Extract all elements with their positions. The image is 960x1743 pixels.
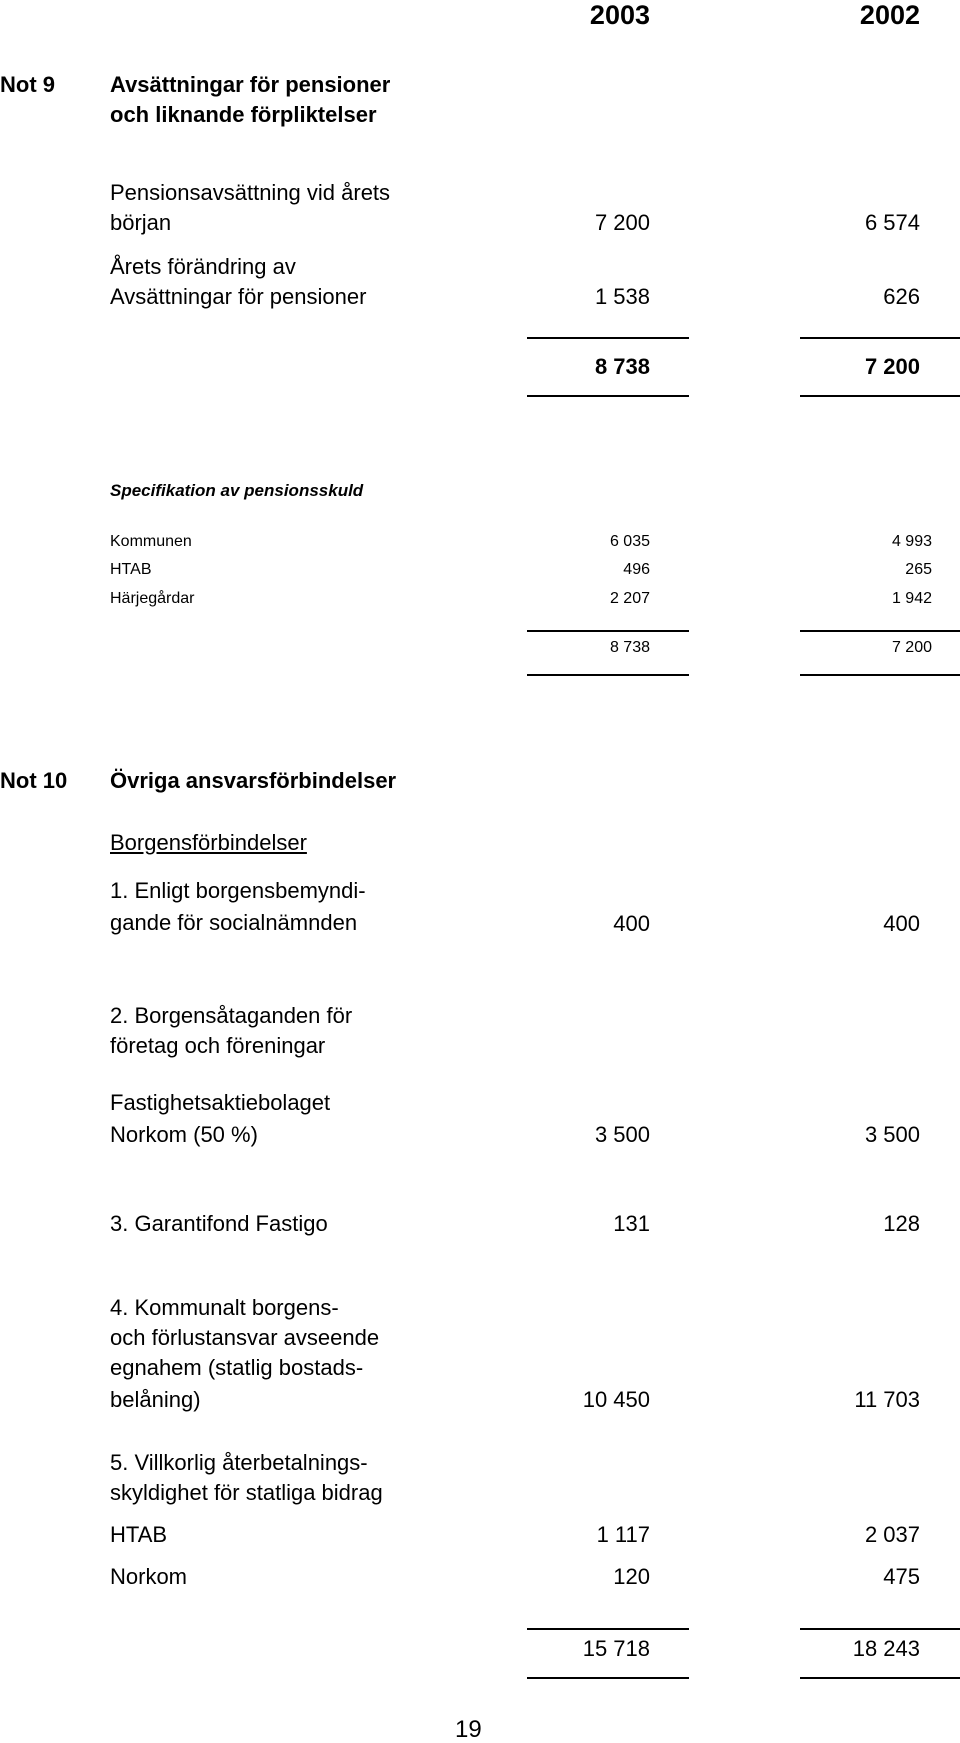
item2-current: 3 500 bbox=[594, 1122, 650, 1147]
item5-line1: 5. Villkorlig återbetalnings- bbox=[110, 1450, 368, 1475]
spec-row-label: Kommunen bbox=[110, 533, 192, 550]
note9-row1-previous: 6 574 bbox=[864, 210, 920, 235]
item2-previous: 3 500 bbox=[864, 1122, 920, 1147]
note9-label: Not 9 bbox=[0, 72, 55, 97]
spec-row-previous: 4 993 bbox=[891, 533, 932, 550]
spec-row-label: HTAB bbox=[110, 561, 152, 578]
note9-row1-current: 7 200 bbox=[594, 210, 650, 235]
note9-title-line1: Avsättningar för pensioner bbox=[110, 72, 391, 97]
note9-title-line2: och liknande förpliktelser bbox=[110, 102, 377, 127]
item5-line2: skyldighet för statliga bidrag bbox=[110, 1480, 383, 1505]
spec-row-label: Härjegårdar bbox=[110, 590, 195, 607]
note9-total-rule-bottom-current bbox=[527, 395, 689, 397]
item4-line2: och förlustansvar avseende bbox=[110, 1325, 380, 1350]
note10-total-rule-top-previous bbox=[800, 1628, 960, 1630]
item1-current: 400 bbox=[613, 911, 650, 936]
spec-row-current: 496 bbox=[623, 561, 650, 578]
spec-total-rule-bottom-current bbox=[527, 674, 689, 676]
item3-current: 131 bbox=[613, 1211, 650, 1236]
item2-line1: 2. Borgensåtaganden för bbox=[110, 1003, 353, 1028]
note10-total-rule-top-current bbox=[527, 1628, 689, 1630]
page-number: 19 bbox=[455, 1716, 482, 1743]
note9-total-rule-bottom-previous bbox=[800, 395, 960, 397]
note10-total-current: 15 718 bbox=[582, 1636, 650, 1661]
spec-total-previous: 7 200 bbox=[891, 639, 932, 656]
item5-row-current: 120 bbox=[613, 1564, 650, 1589]
item1-line1: 1. Enligt borgensbemyndi- bbox=[110, 878, 366, 903]
spec-row-previous: 1 942 bbox=[891, 590, 932, 607]
item2-line2: företag och föreningar bbox=[110, 1033, 326, 1058]
note9-total-previous: 7 200 bbox=[864, 354, 920, 379]
note10-label: Not 10 bbox=[0, 768, 68, 793]
note9-total-rule-top-current bbox=[527, 337, 689, 339]
item4-current: 10 450 bbox=[582, 1387, 650, 1412]
item5-row-previous: 475 bbox=[883, 1564, 920, 1589]
note10-total-previous: 18 243 bbox=[852, 1636, 920, 1661]
item4-line1: 4. Kommunalt borgens- bbox=[110, 1295, 339, 1320]
item5-row-label: HTAB bbox=[110, 1522, 168, 1547]
item5-row-previous: 2 037 bbox=[864, 1522, 920, 1547]
spec-total-rule-top-current bbox=[527, 630, 689, 632]
note9-total-current: 8 738 bbox=[594, 354, 650, 379]
note9-row2-label-line1: Årets förändring av bbox=[110, 254, 296, 279]
item1-previous: 400 bbox=[883, 911, 920, 936]
item2-sub-line2: Norkom (50 %) bbox=[110, 1122, 258, 1147]
note9-row2-current: 1 538 bbox=[594, 284, 650, 309]
note9-row2-previous: 626 bbox=[883, 284, 920, 309]
note9-row2-label-line2: Avsättningar för pensioner bbox=[110, 284, 367, 309]
note10-title: Övriga ansvarsförbindelser bbox=[110, 768, 397, 793]
note10-subheading: Borgensförbindelser bbox=[110, 830, 307, 855]
item3-label: 3. Garantifond Fastigo bbox=[110, 1211, 328, 1236]
year-previous-header: 2002 bbox=[859, 0, 920, 30]
note10-total-rule-bottom-previous bbox=[800, 1677, 960, 1679]
spec-total-current: 8 738 bbox=[609, 639, 650, 656]
item1-line2: gande för socialnämnden bbox=[110, 910, 358, 935]
item3-previous: 128 bbox=[883, 1211, 920, 1236]
spec-row-current: 2 207 bbox=[609, 590, 650, 607]
note9-total-rule-top-previous bbox=[800, 337, 960, 339]
note9-row1-label-line2: början bbox=[110, 210, 172, 235]
year-current-header: 2003 bbox=[589, 0, 650, 30]
spec-row-current: 6 035 bbox=[609, 533, 650, 550]
spec-total-rule-bottom-previous bbox=[800, 674, 960, 676]
note9-row1-label-line1: Pensionsavsättning vid årets bbox=[110, 180, 391, 205]
item4-line3: egnahem (statlig bostads- bbox=[110, 1355, 364, 1380]
item5-row-label: Norkom bbox=[110, 1564, 188, 1589]
item4-line4: belåning) bbox=[110, 1387, 201, 1412]
spec-title: Specifikation av pensionsskuld bbox=[110, 481, 364, 500]
spec-row-previous: 265 bbox=[905, 561, 932, 578]
note10-total-rule-bottom-current bbox=[527, 1677, 689, 1679]
item5-row-current: 1 117 bbox=[596, 1522, 650, 1547]
item4-previous: 11 703 bbox=[854, 1387, 920, 1412]
item2-sub-line1: Fastighetsaktiebolaget bbox=[110, 1090, 331, 1115]
spec-total-rule-top-previous bbox=[800, 630, 960, 632]
